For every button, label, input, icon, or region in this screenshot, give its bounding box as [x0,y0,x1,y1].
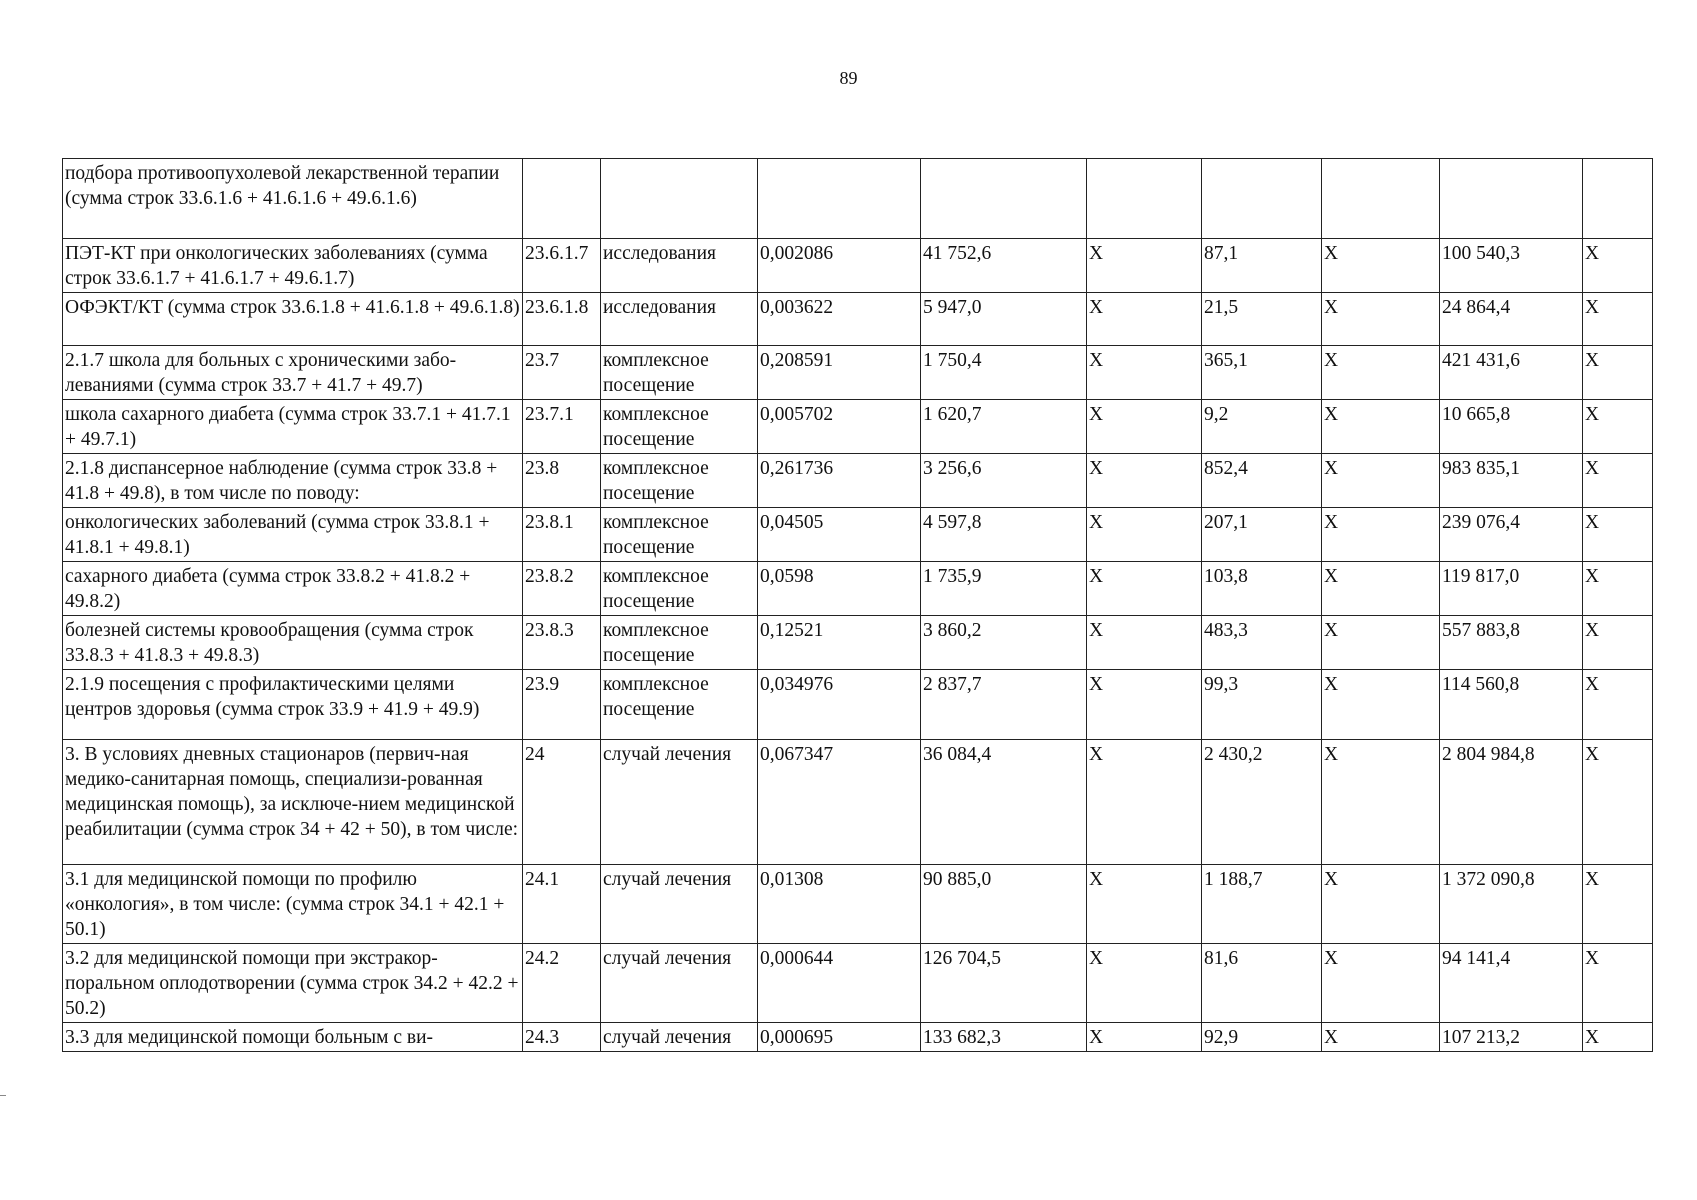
scan-mark [0,1095,6,1096]
row-norm-cell: 0,01308 [758,865,921,944]
row-x3-cell: X [1583,346,1653,400]
row-x3-cell: X [1583,562,1653,616]
row-norm-cell: 0,034976 [758,670,921,740]
row-code-cell [523,159,601,239]
row-x1-cell: X [1087,239,1202,293]
row-value2-cell: 10 665,8 [1440,400,1583,454]
table-row [63,239,1653,293]
row-value2-cell: 24 864,4 [1440,293,1583,346]
row-unit-cell: случай лечения [601,740,758,865]
row-norm-cell [758,159,921,239]
row-x2-cell: X [1322,562,1440,616]
row-code-cell: 24.1 [523,865,601,944]
row-value2-cell: 2 804 984,8 [1440,740,1583,865]
row-norm-cell: 0,067347 [758,740,921,865]
row-unit-cell: комплексное посещение [601,400,758,454]
row-x1-cell: X [1087,670,1202,740]
row-code-cell: 23.7 [523,346,601,400]
row-value1-cell: 92,9 [1202,1023,1322,1052]
row-name-cell: ПЭТ-КТ при онкологических заболеваниях (сумма строк 33.6.1.7 + 41.6.1.7 + 49.6.1.7) [63,239,523,293]
row-name-cell: 2.1.7 школа для больных с хроническими забо-леваниями (сумма строк 33.7 + 41.7 + 49.7) [63,346,523,400]
row-value1-cell: 103,8 [1202,562,1322,616]
row-x2-cell: X [1322,944,1440,1023]
row-value1-cell [1202,159,1322,239]
row-value1-cell: 21,5 [1202,293,1322,346]
row-x3-cell: X [1583,400,1653,454]
row-value2-cell: 94 141,4 [1440,944,1583,1023]
page-number: 89 [839,68,858,88]
row-code-cell: 23.8 [523,454,601,508]
row-x2-cell: X [1322,1023,1440,1052]
row-cost-cell: 3 860,2 [921,616,1087,670]
row-x3-cell: X [1583,508,1653,562]
row-value1-cell: 9,2 [1202,400,1322,454]
row-norm-cell: 0,04505 [758,508,921,562]
row-code-cell: 24 [523,740,601,865]
row-x2-cell: X [1322,670,1440,740]
table-row [63,159,1653,239]
row-value2-cell: 114 560,8 [1440,670,1583,740]
row-name-cell: болезней системы кровообращения (сумма строк 33.8.3 + 41.8.3 + 49.8.3) [63,616,523,670]
row-value2-cell: 421 431,6 [1440,346,1583,400]
row-code-cell: 23.8.2 [523,562,601,616]
table-row [63,400,1653,454]
row-x3-cell [1583,159,1653,239]
table-row [63,454,1653,508]
table-row [63,346,1653,400]
row-x2-cell: X [1322,400,1440,454]
row-cost-cell: 126 704,5 [921,944,1087,1023]
row-x1-cell: X [1087,346,1202,400]
row-unit-cell: случай лечения [601,944,758,1023]
row-x3-cell: X [1583,239,1653,293]
row-cost-cell: 2 837,7 [921,670,1087,740]
row-code-cell: 24.3 [523,1023,601,1052]
row-x3-cell: X [1583,616,1653,670]
row-value1-cell: 81,6 [1202,944,1322,1023]
row-unit-cell: комплексное посещение [601,454,758,508]
row-cost-cell: 1 735,9 [921,562,1087,616]
row-norm-cell: 0,261736 [758,454,921,508]
row-cost-cell: 5 947,0 [921,293,1087,346]
row-x2-cell: X [1322,293,1440,346]
row-value2-cell: 1 372 090,8 [1440,865,1583,944]
row-x2-cell: X [1322,740,1440,865]
row-x2-cell [1322,159,1440,239]
row-x1-cell: X [1087,293,1202,346]
row-name-cell: 3.1 для медицинской помощи по профилю «онкология», в том числе: (сумма строк 34.1 + 42.1 + 50.1) [63,865,523,944]
row-value2-cell: 107 213,2 [1440,1023,1583,1052]
row-value2-cell: 100 540,3 [1440,239,1583,293]
row-cost-cell: 90 885,0 [921,865,1087,944]
table-row [63,865,1653,944]
row-unit-cell: комплексное посещение [601,508,758,562]
table-row [63,562,1653,616]
row-name-cell: 3.3 для медицинской помощи больным с ви- [63,1023,523,1052]
table-row [63,293,1653,346]
row-value1-cell: 852,4 [1202,454,1322,508]
row-norm-cell: 0,003622 [758,293,921,346]
row-norm-cell: 0,002086 [758,239,921,293]
row-name-cell: 3.2 для медицинской помощи при экстракор-поральном оплодотворении (сумма строк 34.2 + 42.2 + 50.2) [63,944,523,1023]
row-norm-cell: 0,208591 [758,346,921,400]
table-body [63,159,1653,1052]
row-cost-cell: 133 682,3 [921,1023,1087,1052]
row-x1-cell: X [1087,1023,1202,1052]
row-code-cell: 23.7.1 [523,400,601,454]
row-name-cell: ОФЭКТ/КТ (сумма строк 33.6.1.8 + 41.6.1.8 + 49.6.1.8) [63,293,523,346]
row-code-cell: 23.6.1.7 [523,239,601,293]
table-row [63,616,1653,670]
row-value1-cell: 207,1 [1202,508,1322,562]
row-x2-cell: X [1322,239,1440,293]
row-code-cell: 23.8.3 [523,616,601,670]
row-unit-cell [601,159,758,239]
row-cost-cell: 1 750,4 [921,346,1087,400]
row-x3-cell: X [1583,670,1653,740]
row-x1-cell: X [1087,944,1202,1023]
row-norm-cell: 0,005702 [758,400,921,454]
row-value1-cell: 87,1 [1202,239,1322,293]
row-x2-cell: X [1322,346,1440,400]
row-cost-cell: 1 620,7 [921,400,1087,454]
row-cost-cell: 4 597,8 [921,508,1087,562]
row-unit-cell: случай лечения [601,1023,758,1052]
row-value2-cell: 239 076,4 [1440,508,1583,562]
row-x3-cell: X [1583,454,1653,508]
row-x1-cell: X [1087,865,1202,944]
table-row [63,740,1653,865]
row-x1-cell: X [1087,454,1202,508]
row-x3-cell: X [1583,293,1653,346]
row-norm-cell: 0,000695 [758,1023,921,1052]
row-unit-cell: комплексное посещение [601,616,758,670]
row-x1-cell: X [1087,616,1202,670]
row-name-cell: онкологических заболеваний (сумма строк 33.8.1 + 41.8.1 + 49.8.1) [63,508,523,562]
row-code-cell: 24.2 [523,944,601,1023]
row-code-cell: 23.6.1.8 [523,293,601,346]
table-row [63,944,1653,1023]
row-unit-cell: случай лечения [601,865,758,944]
row-x3-cell: X [1583,944,1653,1023]
row-value2-cell: 557 883,8 [1440,616,1583,670]
row-x1-cell: X [1087,562,1202,616]
table-row [63,670,1653,740]
row-value2-cell [1440,159,1583,239]
row-norm-cell: 0,000644 [758,944,921,1023]
row-x1-cell: X [1087,400,1202,454]
row-cost-cell [921,159,1087,239]
row-name-cell: подбора противоопухолевой лекарственной терапии (сумма строк 33.6.1.6 + 41.6.1.6 + 49.6.1.6) [63,159,523,239]
row-x2-cell: X [1322,616,1440,670]
table-row [63,1023,1653,1052]
row-x2-cell: X [1322,508,1440,562]
row-norm-cell: 0,12521 [758,616,921,670]
row-value2-cell: 119 817,0 [1440,562,1583,616]
row-x1-cell: X [1087,740,1202,865]
row-x3-cell: X [1583,865,1653,944]
row-code-cell: 23.9 [523,670,601,740]
table-row [63,508,1653,562]
row-value1-cell: 2 430,2 [1202,740,1322,865]
row-x3-cell: X [1583,740,1653,865]
row-cost-cell: 36 084,4 [921,740,1087,865]
row-name-cell: сахарного диабета (сумма строк 33.8.2 + 41.8.2 + 49.8.2) [63,562,523,616]
row-value1-cell: 483,3 [1202,616,1322,670]
row-cost-cell: 3 256,6 [921,454,1087,508]
row-name-cell: 3. В условиях дневных стационаров (первич-ная медико-санитарная помощь, специализи-рованная медицинская помощь), за исключе-нием медицинской реабилитации (сумма строк 34 + 42 + 50), в том числе: [63,740,523,865]
row-value2-cell: 983 835,1 [1440,454,1583,508]
row-code-cell: 23.8.1 [523,508,601,562]
row-unit-cell: комплексное посещение [601,346,758,400]
row-name-cell: школа сахарного диабета (сумма строк 33.7.1 + 41.7.1 + 49.7.1) [63,400,523,454]
row-unit-cell: исследования [601,239,758,293]
row-unit-cell: комплексное посещение [601,562,758,616]
row-x2-cell: X [1322,454,1440,508]
row-x2-cell: X [1322,865,1440,944]
row-name-cell: 2.1.8 диспансерное наблюдение (сумма строк 33.8 + 41.8 + 49.8), в том числе по поводу: [63,454,523,508]
row-value1-cell: 1 188,7 [1202,865,1322,944]
row-norm-cell: 0,0598 [758,562,921,616]
row-x1-cell [1087,159,1202,239]
row-unit-cell: комплексное посещение [601,670,758,740]
data-table [62,158,1653,1052]
row-cost-cell: 41 752,6 [921,239,1087,293]
row-unit-cell: исследования [601,293,758,346]
row-x1-cell: X [1087,508,1202,562]
row-value1-cell: 99,3 [1202,670,1322,740]
row-value1-cell: 365,1 [1202,346,1322,400]
row-name-cell: 2.1.9 посещения с профилактическими целями центров здоровья (сумма строк 33.9 + 41.9 + 49.9) [63,670,523,740]
row-x3-cell: X [1583,1023,1653,1052]
